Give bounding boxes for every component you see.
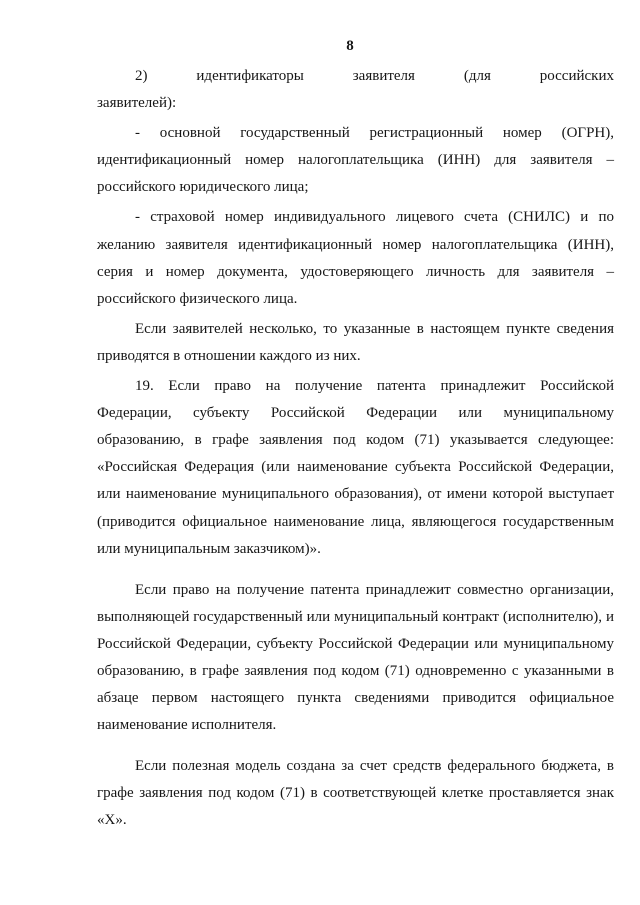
paragraph-individual-identifiers: - страховой номер индивидуального лицевого счета (СНИЛС) и по желанию заявителя идентификационный номер налогоплательщика (ИНН), серия и номер документа, удостоверяющего личность для заявителя – российского физического лица. [97, 209, 614, 307]
paragraph-joint-rights: Если право на получение патента принадлежит совместно организации, выполняющей государственный или муниципальный контракт (исполнителю), и Российской Федерации, субъекту Российской Федерации или муниципальному образованию, в графе заявления под кодом (71) одновременно с указанными в абзаце первом настоящего пункта сведениями приводится официальное наименование исполнителя. [97, 581, 614, 734]
paragraph-multiple-applicants: Если заявителей несколько, то указанные в настоящем пункте сведения приводятся в отношении каждого из них. [97, 320, 614, 364]
page-number: 8 [346, 38, 354, 54]
paragraph-clause-19: 19. Если право на получение патента принадлежит Российской Федерации, субъекту Российской Федерации или муниципальному образованию, в графе заявления под кодом (71) указывается следующее: «Российская Федерация (или наименование субъекта Российской Федерации, или наименование муниципального образования), от имени которой выступает (приводится официальное наименование лица, являющегося государственным или муниципальным заказчиком)». [97, 378, 614, 557]
paragraph-legal-entity-identifiers: - основной государственный регистрационный номер (ОГРН), идентификационный номер налогоплательщика (ИНН) для заявителя – российского юридического лица; [97, 125, 614, 196]
paragraph-federal-budget: Если полезная модель создана за счет средств федерального бюджета, в графе заявления под кодом (71) в соответствующей клетке проставляется знак «Х». [97, 758, 614, 829]
document-body [97, 63, 614, 835]
paragraph-applicant-identifiers: 2) идентификаторы заявителя (для российских заявителей): [97, 68, 614, 112]
